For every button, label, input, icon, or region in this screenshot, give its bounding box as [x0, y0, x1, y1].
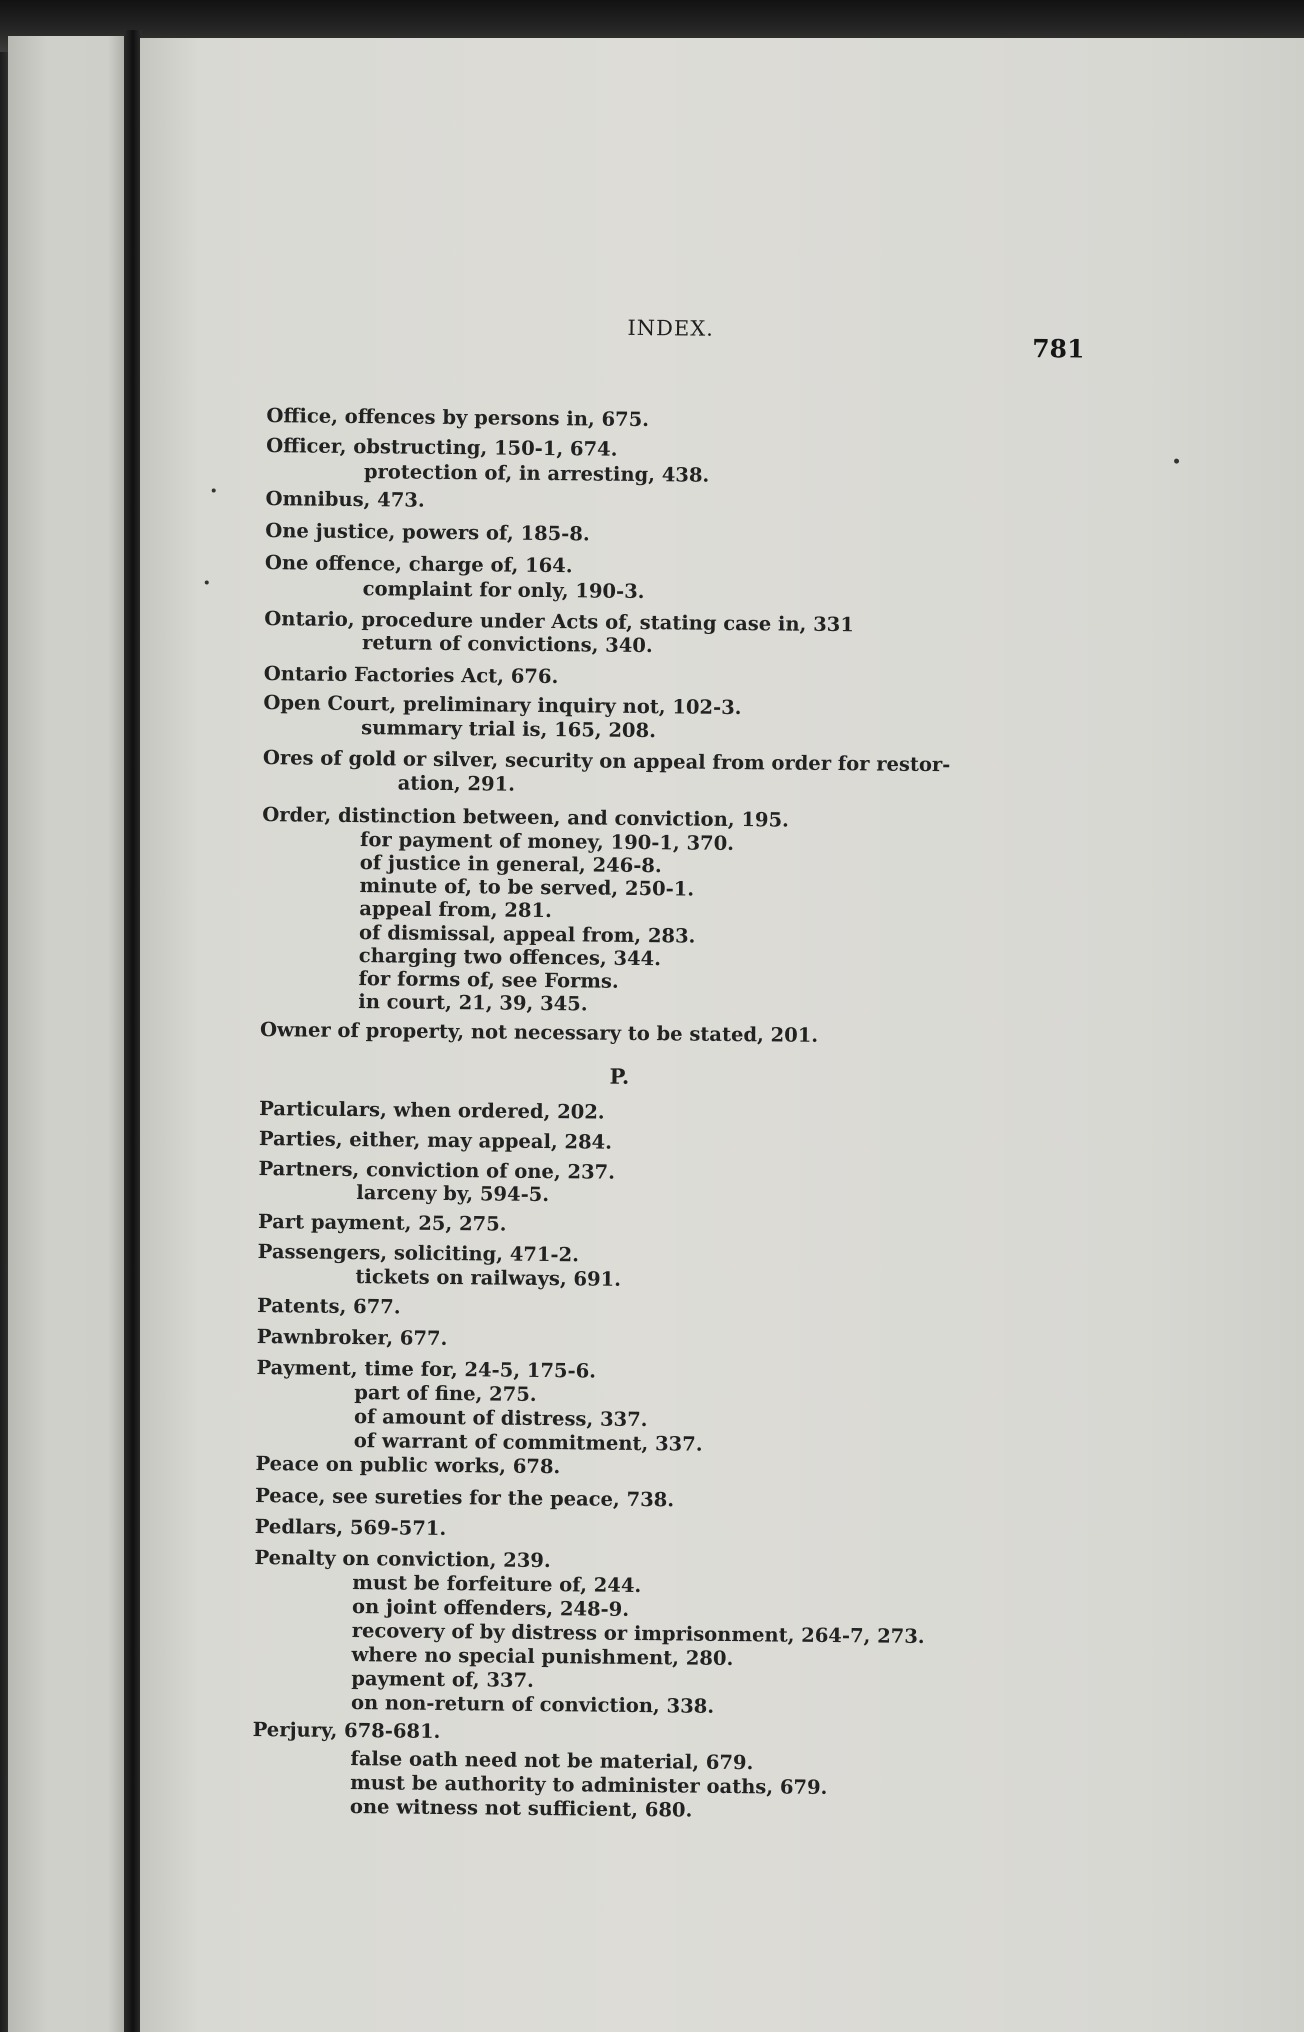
index-subentry: on joint offenders, 248-9.	[351, 1595, 630, 1621]
index-entry: Partners, conviction of one, 237.	[258, 1157, 616, 1184]
index-subentry: recovery of by distress or imprisonment, 264-7, 273.	[351, 1619, 925, 1649]
index-subentry: minute of, to be served, 250-1.	[359, 874, 695, 901]
index-entry: Ontario, procedure under Acts of, stating case in, 331	[264, 607, 854, 637]
index-subentry: summary trial is, 165, 208.	[361, 716, 657, 743]
index-subentry: payment of, 337.	[351, 1667, 535, 1692]
index-entry: Patents, 677.	[257, 1294, 401, 1319]
running-header: INDEX.	[627, 315, 715, 341]
index-subentry: ation, 291.	[397, 771, 516, 796]
index-entry: Perjury, 678-681.	[252, 1717, 441, 1743]
section-heading: P.	[609, 1063, 630, 1089]
index-entry: Part payment, 25, 275.	[257, 1210, 507, 1236]
index-subentry: must be authority to administer oaths, 679.	[350, 1771, 828, 1800]
index-entry: Pawnbroker, 677.	[256, 1325, 448, 1350]
index-entry: Penalty on conviction, 239.	[254, 1545, 551, 1573]
facing-page-edge	[8, 36, 128, 2032]
index-subentry: of warrant of commitment, 337.	[353, 1429, 703, 1456]
index-entry: Payment, time for, 24-5, 175-6.	[256, 1356, 597, 1383]
index-entry: Passengers, soliciting, 471-2.	[257, 1240, 580, 1267]
index-entry: Ontario Factories Act, 676.	[263, 662, 559, 689]
index-entry: Ores of gold or silver, security on appeal from order for restor-	[262, 746, 951, 777]
index-entry: Peace on public works, 678.	[255, 1451, 561, 1479]
index-subentry: must be forfeiture of, 244.	[352, 1571, 642, 1598]
ink-speck	[205, 580, 209, 584]
index-subentry: false oath need not be material, 679.	[350, 1747, 754, 1775]
index-subentry: protection of, in arresting, 438.	[363, 460, 710, 487]
index-subentry: tickets on railways, 691.	[355, 1265, 622, 1291]
index-subentry: for payment of money, 190-1, 370.	[359, 828, 735, 855]
ink-speck	[1174, 459, 1179, 464]
index-subentry: one witness not sufficient, 680.	[349, 1795, 693, 1822]
index-subentry: return of convictions, 340.	[362, 631, 653, 658]
index-subentry: of dismissal, appeal from, 283.	[358, 921, 696, 948]
index-entry: Owner of property, not necessary to be stated, 201.	[259, 1018, 819, 1047]
index-entry: Officer, obstructing, 150-1, 674.	[266, 434, 618, 461]
ink-speck	[212, 488, 216, 492]
page-number: 781	[1032, 334, 1085, 364]
index-entry: Office, offences by persons in, 675.	[266, 404, 650, 432]
index-entry: One justice, powers of, 185-8.	[265, 519, 590, 546]
index-page	[140, 38, 1304, 2032]
index-entry: Pedlars, 569-571.	[254, 1514, 447, 1540]
index-entry: Order, distinction between, and conviction, 195.	[262, 803, 790, 832]
index-subentry: appeal from, 281.	[359, 897, 552, 923]
index-subentry: for forms of, see Forms.	[358, 967, 619, 993]
index-entry: Parties, either, may appeal, 284.	[258, 1127, 613, 1154]
index-entry: Omnibus, 473.	[265, 487, 425, 512]
index-entry: Open Court, preliminary inquiry not, 102-3.	[263, 691, 742, 720]
index-subentry: of amount of distress, 337.	[353, 1405, 648, 1432]
index-entry: Peace, see sureties for the peace, 738.	[255, 1483, 675, 1512]
index-entry: Particulars, when ordered, 202.	[259, 1097, 605, 1124]
index-subentry: part of fine, 275.	[354, 1381, 537, 1406]
index-entry: One offence, charge of, 164.	[264, 551, 573, 578]
index-subentry: in court, 21, 39, 345.	[358, 990, 588, 1016]
index-subentry: larceny by, 594-5.	[356, 1181, 550, 1207]
index-subentry: on non-return of conviction, 338.	[350, 1691, 715, 1718]
page-content	[130, 33, 1304, 2032]
index-subentry: of justice in general, 246-8.	[359, 851, 662, 878]
index-subentry: complaint for only, 190-3.	[362, 577, 645, 604]
index-subentry: where no special punishment, 280.	[351, 1643, 734, 1671]
index-subentry: charging two offences, 344.	[358, 944, 662, 971]
